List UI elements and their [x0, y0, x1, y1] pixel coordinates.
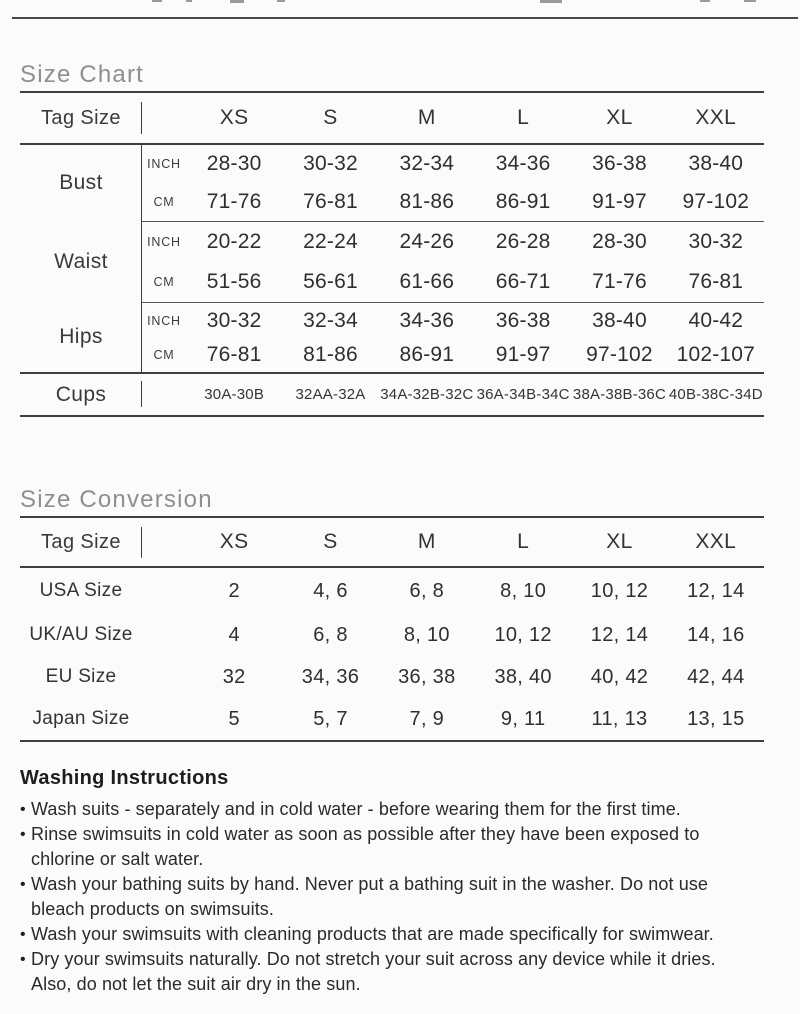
conversion-header-row	[20, 517, 764, 567]
usa-m: 6, 8	[409, 579, 445, 602]
washing-text: Wash suits - separately and in cold water - before wearing them for the first time.	[31, 799, 681, 819]
eu-s: 34, 36	[301, 665, 360, 688]
japan-l: 9, 11	[475, 698, 571, 741]
ukau-size-label: UK/AU Size	[29, 624, 133, 645]
usa-xl: 10, 12	[590, 579, 649, 602]
washing-bullet-line	[20, 797, 790, 822]
hips-inch-xl: 38-40	[592, 308, 647, 332]
cropped-text-artifact	[744, 0, 756, 2]
bust-cm-s: 76-81	[282, 183, 378, 222]
waist-cm-s: 56-61	[282, 262, 378, 303]
usa-s: 4, 6	[313, 579, 348, 602]
washing-text: Also, do not let the suit air dry in the sun.	[31, 974, 361, 994]
bust-inch-row	[20, 144, 764, 183]
size-header-xs: XS	[186, 517, 282, 567]
washing-bullet-line	[20, 822, 790, 847]
washing-continuation-line	[20, 847, 790, 872]
size-chart-table	[20, 91, 764, 417]
washing-text: Rinse swimsuits in cold water as soon as possible after they have been exposed to	[31, 824, 700, 844]
bust-inch-xxl: 38-40	[688, 152, 744, 175]
waist-inch-m: 24-26	[399, 230, 455, 253]
ukau-xl: 12, 14	[590, 623, 649, 646]
washing-text: Dry your swimsuits naturally. Do not stretch your suit across any device while it dries.	[31, 949, 716, 969]
ukau-xxl: 14, 16	[687, 623, 745, 646]
waist-inch-l: 26-28	[495, 230, 551, 253]
usa-xxl: 12, 14	[687, 579, 745, 602]
washing-text: Wash your swimsuits with cleaning products that are made specifically for swimwear.	[31, 924, 714, 944]
tag-size-header: Tag Size	[20, 92, 142, 144]
washing-text: chlorine or salt water.	[31, 849, 204, 869]
waist-inch-s: 22-24	[303, 230, 358, 253]
washing-continuation-line	[20, 972, 790, 997]
bust-inch-xs: 28-30	[206, 152, 262, 175]
bullet-icon: •	[20, 826, 26, 843]
size-header-xxl: XXL	[668, 517, 764, 567]
washing-instructions-section	[20, 766, 790, 997]
japan-xl: 11, 13	[571, 698, 667, 741]
size-header-s: S	[282, 92, 378, 144]
bust-label: Bust	[20, 144, 142, 222]
japan-size-label: Japan Size	[20, 698, 142, 741]
waist-inch-xxl: 30-32	[688, 230, 744, 253]
bust-inch-s: 30-32	[303, 152, 358, 175]
washing-instructions-title: Washing Instructions	[20, 767, 229, 789]
bust-cm-xl: 91-97	[571, 183, 667, 222]
cups-m: 34A-32B-32C	[379, 373, 475, 416]
cropped-text-artifact	[186, 0, 192, 2]
hips-inch-l: 36-38	[495, 308, 551, 332]
usa-size-label: USA Size	[39, 580, 123, 601]
unit-column-spacer	[142, 92, 186, 144]
washing-bullet-line	[20, 922, 790, 947]
bust-inch-m: 32-34	[399, 152, 455, 175]
washing-bullet-line	[20, 947, 790, 972]
hips-cm-xs: 76-81	[186, 338, 282, 373]
hips-inch-s: 32-34	[303, 308, 358, 332]
size-header-s: S	[282, 517, 378, 567]
unit-column-spacer	[142, 373, 186, 416]
unit-column-spacer	[142, 698, 186, 741]
ukau-m: 8, 10	[403, 623, 450, 646]
ukau-size-row	[20, 614, 764, 656]
hips-cm-s: 81-86	[282, 338, 378, 373]
bust-cm-xs: 71-76	[186, 183, 282, 222]
size-conversion-title: Size Conversion	[20, 486, 213, 513]
waist-inch-row	[20, 222, 764, 263]
waist-cm-xl: 71-76	[571, 262, 667, 303]
ukau-s: 6, 8	[313, 623, 348, 646]
unit-column-spacer	[142, 656, 186, 698]
unit-inch-label: INCH	[147, 157, 181, 171]
hips-inch-row	[20, 303, 764, 339]
ukau-l: 10, 12	[494, 623, 552, 646]
eu-xs: 32	[222, 665, 246, 688]
waist-label: Waist	[20, 222, 142, 303]
bullet-icon: •	[20, 926, 26, 943]
bust-cm-l: 86-91	[475, 183, 571, 222]
japan-size-row	[20, 698, 764, 741]
cropped-text-artifact	[230, 0, 244, 3]
hips-inch-xs: 30-32	[206, 308, 262, 332]
eu-l: 38, 40	[494, 665, 552, 688]
hips-label: Hips	[20, 303, 142, 374]
size-header-xl: XL	[571, 92, 667, 144]
washing-text: Wash your bathing suits by hand. Never put a bathing suit in the washer. Do not use	[31, 874, 709, 894]
japan-m: 7, 9	[379, 698, 475, 741]
unit-column-spacer	[142, 517, 186, 567]
unit-column-spacer	[142, 614, 186, 656]
washing-bullet-line	[20, 872, 790, 897]
size-conversion-table	[20, 516, 764, 742]
waist-cm-l: 66-71	[475, 262, 571, 303]
eu-m: 36, 38	[398, 665, 456, 688]
waist-cm-xxl: 76-81	[668, 262, 764, 303]
bullet-icon: •	[20, 951, 26, 968]
unit-inch-label: INCH	[147, 313, 181, 328]
unit-inch-label: INCH	[147, 235, 181, 249]
unit-cm-label: CM	[142, 262, 186, 303]
waist-cm-m: 61-66	[379, 262, 475, 303]
waist-inch-xl: 28-30	[592, 230, 647, 253]
cups-row	[20, 373, 764, 416]
bust-inch-l: 34-36	[495, 152, 551, 175]
hips-cm-m: 86-91	[379, 338, 475, 373]
size-header-xxl: XXL	[668, 92, 764, 144]
cups-xxl: 40B-38C-34D	[668, 373, 764, 416]
usa-xs: 2	[228, 579, 240, 602]
unit-cm-label: CM	[142, 183, 186, 222]
cups-xs: 30A-30B	[186, 373, 282, 416]
unit-cm-label: CM	[142, 338, 186, 373]
hips-cm-l: 91-97	[475, 338, 571, 373]
hips-cm-xxl: 102-107	[668, 338, 764, 373]
hips-cm-xl: 97-102	[571, 338, 667, 373]
usa-size-row	[20, 567, 764, 614]
bullet-icon: •	[20, 876, 26, 893]
size-chart-title: Size Chart	[20, 61, 145, 88]
size-chart-section	[20, 62, 764, 417]
bust-inch-xl: 36-38	[592, 152, 647, 175]
hips-inch-m: 34-36	[399, 308, 455, 332]
size-conversion-section	[20, 487, 764, 742]
size-header-xs: XS	[186, 92, 282, 144]
bullet-icon: •	[20, 801, 26, 818]
size-header-l: L	[475, 517, 571, 567]
washing-continuation-line	[20, 897, 790, 922]
japan-xxl: 13, 15	[668, 698, 764, 741]
japan-xs: 5	[186, 698, 282, 741]
hips-inch-xxl: 40-42	[688, 308, 744, 332]
size-chart-header-row	[20, 92, 764, 144]
cups-s: 32AA-32A	[282, 373, 378, 416]
bust-cm-m: 81-86	[379, 183, 475, 222]
top-separator-line	[12, 17, 798, 19]
size-header-l: L	[475, 92, 571, 144]
cropped-text-artifact	[700, 0, 710, 2]
cropped-text-artifact	[152, 0, 162, 2]
cups-xl: 38A-38B-36C	[571, 373, 667, 416]
usa-l: 8, 10	[500, 579, 547, 602]
bust-cm-xxl: 97-102	[668, 183, 764, 222]
eu-size-row	[20, 656, 764, 698]
unit-column-spacer	[142, 567, 186, 614]
cups-label: Cups	[20, 373, 142, 416]
cropped-text-artifact	[540, 0, 562, 3]
ukau-xs: 4	[228, 623, 240, 646]
waist-cm-xs: 51-56	[186, 262, 282, 303]
eu-xxl: 42, 44	[687, 665, 745, 688]
cups-l: 36A-34B-34C	[475, 373, 571, 416]
tag-size-header: Tag Size	[20, 517, 142, 567]
size-header-m: M	[379, 92, 475, 144]
eu-size-label: EU Size	[45, 666, 117, 687]
eu-xl: 40, 42	[590, 665, 649, 688]
cropped-text-artifact	[277, 0, 285, 2]
size-header-xl: XL	[571, 517, 667, 567]
japan-s: 5, 7	[282, 698, 378, 741]
size-header-m: M	[379, 517, 475, 567]
washing-text: bleach products on swimsuits.	[31, 899, 275, 919]
waist-inch-xs: 20-22	[206, 230, 262, 253]
